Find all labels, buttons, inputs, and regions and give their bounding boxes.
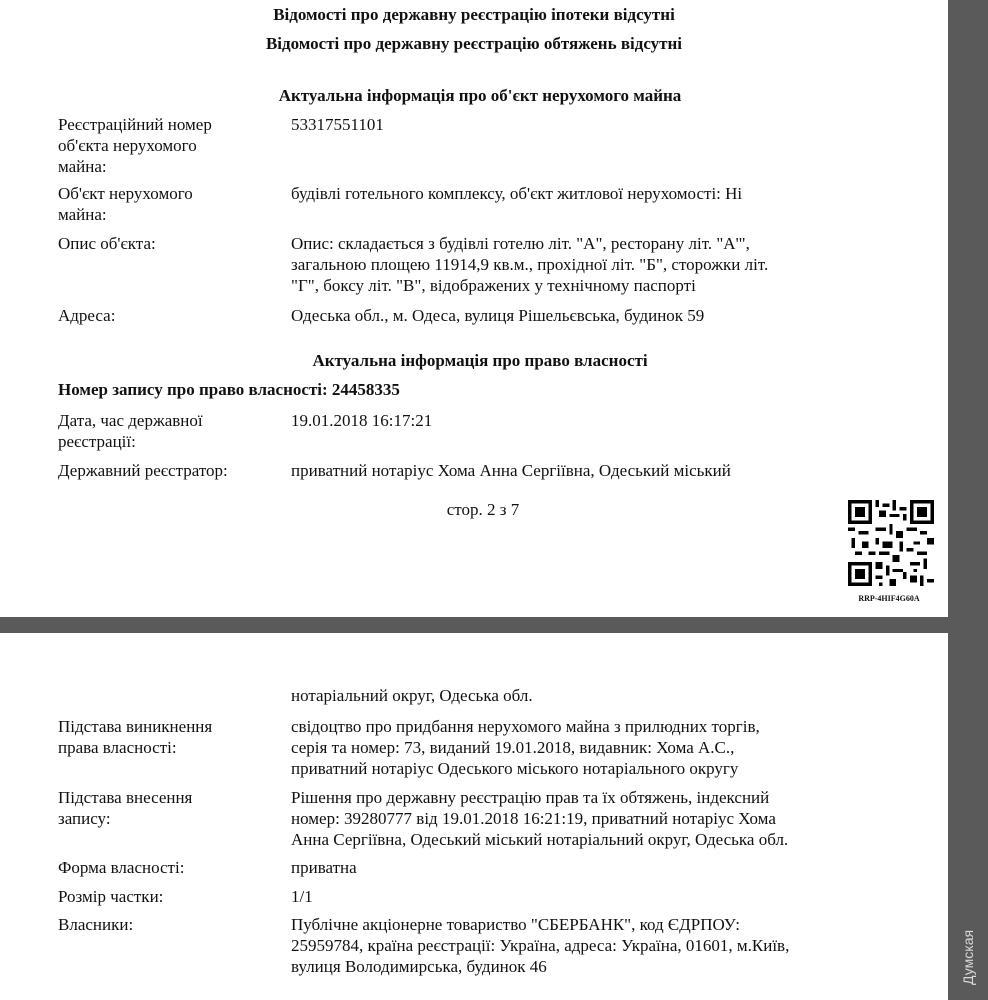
record-number-line: Номер запису про право власності: 24458335 bbox=[58, 380, 400, 399]
document-page-3 bbox=[0, 633, 948, 1000]
description-label: Опис об'єкта: bbox=[58, 234, 156, 253]
watermark: Думская bbox=[960, 929, 976, 985]
entry-basis-label-line2: запису: bbox=[58, 809, 111, 828]
registrar-value: приватний нотаріус Хома Анна Сергіївна, Одеський міський bbox=[291, 461, 731, 480]
object-section-title: Актуальна інформація про об'єкт нерухомого майна bbox=[278, 86, 682, 105]
owners-label: Власники: bbox=[58, 915, 134, 934]
basis-value-line1: свідоцтво про придбання нерухомого майна з прилюдних торгів, bbox=[291, 717, 760, 736]
qr-code-icon bbox=[848, 500, 934, 586]
owners-value-line2: 25959784, країна реєстрації: Україна, адреса: Україна, 01601, м.Київ, bbox=[291, 936, 790, 955]
qr-caption: RRP-4HIF4G60A bbox=[858, 594, 920, 603]
reg-number-label-line2: об'єкта нерухомого bbox=[58, 136, 197, 155]
address-label: Адреса: bbox=[58, 306, 116, 325]
entry-basis-label-line1: Підстава внесення bbox=[58, 788, 193, 807]
reg-number-label-line1: Реєстраційний номер bbox=[58, 115, 212, 134]
object-label-line2: майна: bbox=[58, 205, 107, 224]
registrar-label: Державний реєстратор: bbox=[58, 461, 228, 480]
object-value: будівлі готельного комплексу, об'єкт житлової нерухомості: Ні bbox=[291, 184, 743, 203]
page-number: стор. 2 з 7 bbox=[446, 500, 520, 519]
entry-basis-value-line3: Анна Сергіївна, Одеський міський нотаріальний округ, Одеська обл. bbox=[291, 830, 789, 849]
form-value: приватна bbox=[291, 858, 357, 877]
description-value-line1: Опис: складається з будівлі готелю літ. "А", ресторану літ. "А'", bbox=[291, 234, 750, 253]
entry-basis-value-line1: Рішення про державну реєстрацію прав та їх обтяжень, індексний bbox=[291, 788, 770, 807]
address-value: Одеська обл., м. Одеса, вулиця Рішельєвська, будинок 59 bbox=[291, 306, 705, 325]
description-value-line3: "Г", боксу літ. "В", відображених у технічному паспорті bbox=[291, 276, 696, 295]
reg-number-value: 53317551101 bbox=[291, 115, 384, 134]
entry-basis-value-line2: номер: 39280777 від 19.01.2018 16:21:19, приватний нотаріус Хома bbox=[291, 809, 776, 828]
object-label-line1: Об'єкт нерухомого bbox=[58, 184, 193, 203]
ownership-section-title: Актуальна інформація про право власності bbox=[312, 351, 648, 370]
share-label: Розмір частки: bbox=[58, 887, 164, 906]
owners-value-line1: Публічне акціонерне товариство "СБЕРБАНК", код ЄДРПОУ: bbox=[291, 915, 740, 934]
description-value-line2: загальною площею 11914,9 кв.м., прохідної літ. "Б", сторожки літ. bbox=[291, 255, 769, 274]
registrar-value-continued: нотаріальний округ, Одеська обл. bbox=[291, 686, 533, 705]
basis-value-line3: приватний нотаріус Одеського міського нотаріального округу bbox=[291, 759, 739, 778]
basis-label-line1: Підстава виникнення bbox=[58, 717, 213, 736]
form-label: Форма власності: bbox=[58, 858, 185, 877]
encumbrance-absent-line: Відомості про державну реєстрацію обтяжень відсутні bbox=[265, 34, 683, 53]
date-value: 19.01.2018 16:17:21 bbox=[291, 411, 433, 430]
mortgage-absent-line: Відомості про державну реєстрацію іпотеки відсутні bbox=[273, 5, 675, 24]
date-label-line2: реєстрації: bbox=[58, 432, 136, 451]
basis-label-line2: права власності: bbox=[58, 738, 177, 757]
owners-value-line3: вулиця Володимирська, будинок 46 bbox=[291, 957, 547, 976]
share-value: 1/1 bbox=[291, 887, 313, 906]
date-label-line1: Дата, час державної bbox=[58, 411, 203, 430]
reg-number-label-line3: майна: bbox=[58, 157, 107, 176]
basis-value-line2: серія та номер: 73, виданий 19.01.2018, видавник: Хома А.С., bbox=[291, 738, 735, 757]
